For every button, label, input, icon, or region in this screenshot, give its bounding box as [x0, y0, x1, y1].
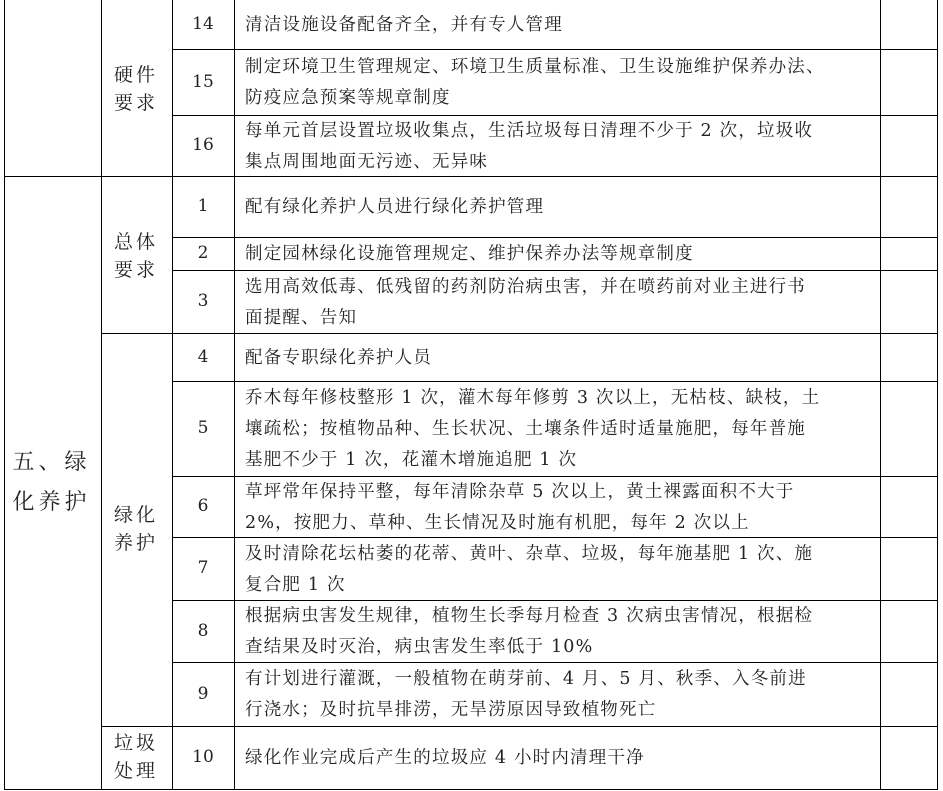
row-text: 配备专职绿化养护人员 — [245, 347, 432, 368]
grid-line-horizontal — [4, 789, 938, 790]
row-number: 15 — [192, 72, 214, 92]
row-text: 每单元首层设置垃圾收集点，生活垃圾每日清理不少于 2 次，垃圾收 集点周围地面无污迹、无异味 — [245, 120, 814, 172]
row-number: 16 — [192, 135, 214, 155]
row-text: 乔木每年修枝整形 1 次，灌木每年修剪 3 次以上，无枯枝、缺枝，土 壤疏松；按植物品种、生长状况、土壤条件适时适量施肥，每年普施 基肥不少于 1 次，花灌木增施追肥 1 次 — [245, 388, 821, 470]
row-number: 9 — [197, 684, 209, 704]
row-number: 3 — [197, 291, 209, 311]
row-text: 选用高效低毒、低残留的药剂防治病虫害，并在喷药前对业主进行书 面提醒、告知 — [245, 276, 806, 328]
row-text: 及时清除花坛枯萎的花蒂、黄叶、杂草、垃圾，每年施基肥 1 次、施 复合肥 1 次 — [245, 543, 814, 595]
row-text: 有计划进行灌溉，一般植物在萌芽前、4 月、5 月、秋季、入冬前进 行浇水；及时抗旱排涝，无旱涝原因导致植物死亡 — [245, 669, 807, 720]
row-number: 4 — [197, 347, 209, 367]
row-number: 6 — [197, 496, 209, 516]
row-number: 8 — [197, 621, 209, 641]
row-number: 7 — [197, 558, 209, 578]
subsection-label-general: 总体 要求 — [113, 231, 158, 281]
grid-line-vertical — [234, 0, 235, 790]
grid-line-horizontal — [172, 381, 938, 382]
row-number: 2 — [197, 243, 209, 263]
row-text: 配有绿化养护人员进行绿化养护管理 — [245, 197, 545, 217]
grid-line-vertical — [937, 0, 938, 790]
subsection-label-garbage: 垃圾 处理 — [113, 732, 158, 782]
row-text: 绿化作业完成后产生的垃圾应 4 小时内清理干净 — [245, 748, 645, 768]
row-text: 草坪常年保持平整，每年清除杂草 5 次以上，黄土裸露面积不大于 2%，按肥力、草种、生长情况及时施有机肥，每年 2 次以上 — [245, 481, 795, 533]
subsection-label-hardware: 硬件 要求 — [113, 64, 158, 114]
row-text: 根据病虫害发生规律，植物生长季每月检查 3 次病虫害情况，根据检 查结果及时灭治，病虫害发生率低于 10% — [245, 606, 814, 657]
row-text: 清洁设施设备配备齐全，并有专人管理 — [245, 15, 563, 35]
grid-line-vertical — [880, 0, 881, 790]
grid-line-vertical — [4, 0, 5, 790]
grid-line-horizontal — [172, 237, 938, 238]
row-number: 10 — [192, 747, 214, 767]
row-number: 5 — [197, 418, 209, 438]
section-label-greening: 五、绿 化养护 — [12, 450, 91, 515]
row-text: 制定园林绿化设施管理规定、维护保养办法等规章制度 — [245, 244, 694, 264]
grid-line-vertical — [101, 0, 102, 790]
row-number: 14 — [192, 14, 214, 34]
subsection-label-greening: 绿化 养护 — [113, 504, 158, 554]
grid-line-horizontal — [172, 49, 938, 50]
row-number: 1 — [197, 196, 209, 216]
row-text: 制定环境卫生管理规定、环境卫生质量标准、卫生设施维护保养办法、 防疫应急预案等规章制度 — [245, 57, 825, 108]
